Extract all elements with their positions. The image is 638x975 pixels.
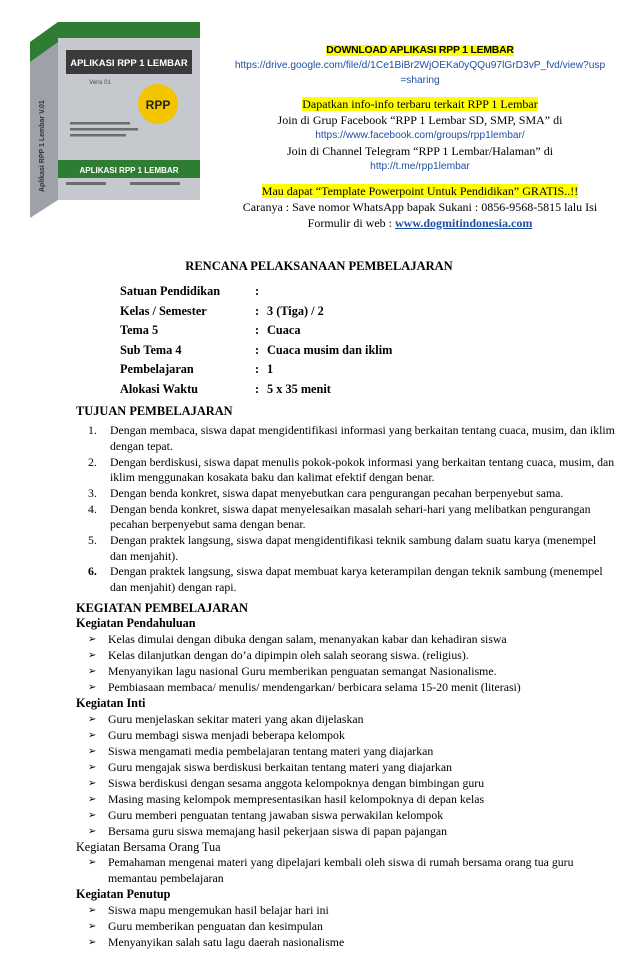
- tujuan-number: 4.: [88, 501, 97, 516]
- activity-text: Guru menjelaskan sekitar materi yang akan dijelaskan: [108, 711, 364, 726]
- tujuan-number: 6.: [88, 564, 97, 579]
- tujuan-text: Dengan praktek langsung, siswa dapat membuat karya keterampilan dengan teknik sambung (menempel dan menjahit) dengan rapi.: [110, 564, 603, 594]
- arrow-bullet-icon: ➢: [88, 745, 97, 757]
- identity-label: Pembelajaran: [120, 362, 194, 376]
- web-link[interactable]: www.dogmitindonesia.com: [394, 215, 533, 230]
- arrow-bullet-icon: ➢: [88, 681, 97, 693]
- info-line: Dapatkan info-info terbaru terkait RPP 1 Lembar: [302, 97, 538, 112]
- arrow-bullet-icon: ➢: [88, 825, 97, 837]
- activity-text: Siswa mapu mengemukan hasil belajar hari ini: [108, 902, 329, 917]
- identity-colon: :: [255, 303, 260, 318]
- activity-item: [88, 744, 616, 760]
- tujuan-item: [88, 564, 616, 595]
- pendahuluan-list: [88, 632, 616, 696]
- tujuan-item: [88, 533, 616, 564]
- tujuan-item: [88, 423, 616, 454]
- identity-label: Alokasi Waktu: [120, 381, 199, 396]
- activity-text: Guru mengajak siswa berdiskusi berkaitan tentang materi yang diajarkan: [108, 759, 452, 774]
- activity-item: [88, 792, 616, 808]
- bersama-title: Kegiatan Bersama Orang Tua: [76, 839, 221, 854]
- identity-label: Sub Tema 4: [120, 342, 182, 357]
- download-link[interactable]: https://drive.google.com/file/d/1Ce1BiBr2WjOEKa0yQQu97lGrD3vP_fvd/view?usp =sharing: [234, 59, 606, 86]
- identity-label: Tema 5: [120, 323, 159, 337]
- identity-value: Cuaca musim dan iklim: [267, 342, 393, 357]
- identity-value: Cuaca: [267, 323, 301, 337]
- tujuan-text: Dengan membaca, siswa dapat mengidentifikasi informasi yang berkaitan tentang cuaca, musim, dan iklim dengan tepat.: [110, 423, 615, 453]
- identity-value: 3 (Tiga) / 2: [267, 303, 324, 318]
- activity-item: [88, 632, 616, 648]
- activity-item: [88, 712, 616, 728]
- activity-item: [88, 776, 616, 792]
- tujuan-text: Dengan praktek langsung, siswa dapat mengidentifikasi teknik sambung dalam suatu karya (menempel dan menjahit).: [110, 532, 597, 563]
- tujuan-text: Dengan berdiskusi, siswa dapat menulis pokok-pokok informasi yang berkaitan tentang cuaca, musim, dan iklim menggunakan kosakata baku dan kalimat efektif dengan benar.: [110, 454, 615, 485]
- identity-row: [120, 382, 392, 402]
- activity-text: Guru membagi siswa menjadi beberapa kelompok: [108, 727, 345, 742]
- arrow-bullet-icon: ➢: [88, 761, 97, 773]
- penutup-title: Kegiatan Penutup: [76, 886, 171, 901]
- arrow-bullet-icon: ➢: [88, 649, 97, 661]
- activity-text: Kelas dimulai dengan dibuka dengan salam, menanyakan kabar dan kehadiran siswa: [108, 631, 507, 646]
- identity-label: Kelas / Semester: [120, 303, 207, 318]
- promo-block: [214, 44, 626, 231]
- tujuan-text: Dengan benda konkret, siswa dapat menyelesaikan masalah sehari-hari yang melibatkan pengurangan pecahan berpenyebut sama dengan benar.: [110, 501, 591, 532]
- box-front-version: Versi 01: [89, 80, 111, 86]
- tujuan-list: [88, 423, 616, 596]
- activity-text: Bersama guru siswa memajang hasil pekerjaan siswa di papan pajangan: [108, 823, 448, 838]
- rpp-content: [76, 403, 616, 951]
- identity-row: [120, 343, 392, 363]
- identity-colon: :: [255, 284, 260, 298]
- activity-text: Masing masing kelompok mempresentasikan hasil kelompoknya di depan kelas: [108, 791, 485, 806]
- activity-item: [88, 728, 616, 744]
- arrow-bullet-icon: ➢: [88, 857, 97, 869]
- activity-item: [88, 664, 616, 680]
- download-title: DOWNLOAD APLIKASI RPP 1 LEMBAR: [326, 45, 514, 56]
- inti-list: [88, 712, 616, 840]
- identity-row: [120, 304, 392, 324]
- arrow-bullet-icon: ➢: [88, 777, 97, 789]
- arrow-bullet-icon: ➢: [88, 713, 97, 725]
- arrow-bullet-icon: ➢: [88, 904, 97, 916]
- pendahuluan-title: Kegiatan Pendahuluan: [76, 615, 196, 630]
- activity-text: Menyanyikan salah satu lagu daerah nasionalisme: [108, 934, 345, 949]
- activity-item: [88, 648, 616, 664]
- activity-text: Pembiasaan membaca/ menulis/ mendengarkan/ berbicara selama 15-20 menit (literasi): [108, 679, 521, 694]
- kegiatan-title: KEGIATAN PEMBELAJARAN: [76, 600, 248, 615]
- identity-colon: :: [255, 362, 260, 376]
- identity-colon: :: [255, 342, 260, 357]
- telegram-line: Join di Channel Telegram “RPP 1 Lembar/Halaman” di: [286, 143, 554, 158]
- activity-item: [88, 680, 616, 696]
- tujuan-title: TUJUAN PEMBELAJARAN: [76, 404, 233, 418]
- caranya-line: Caranya : Save nomor WhatsApp bapak Sukani : 0856-9568-5815 lalu Isi: [242, 200, 598, 215]
- formulir-line: Formulir di web : www.dogmitindonesia.com: [307, 215, 533, 230]
- identity-colon: :: [255, 381, 260, 396]
- activity-text: Kelas dilanjutkan dengan do’a dipimpin oleh salah seorang siswa. (religius).: [108, 647, 469, 662]
- tujuan-item: [88, 486, 616, 502]
- identity-label: Satuan Pendidikan: [120, 284, 221, 298]
- box-spine-text: Aplikasi RPP 1 Lembar V.01: [39, 100, 46, 192]
- template-line: Mau dapat “Template Powerpoint Untuk Pendidikan” GRATIS..!!: [261, 184, 579, 199]
- tujuan-text: Dengan benda konkret, siswa dapat menyebutkan cara pengurangan pecahan berpenyebut sama.: [110, 485, 564, 500]
- box-badge: RPP: [145, 98, 171, 112]
- tujuan-number: 2.: [88, 454, 97, 469]
- identity-row: [120, 323, 392, 343]
- tujuan-number: 3.: [88, 485, 97, 500]
- activity-item: [88, 855, 616, 886]
- activity-text: Guru memberikan penguatan dan kesimpulan: [108, 918, 323, 933]
- tujuan-item: [88, 455, 616, 486]
- product-box-image: [30, 22, 200, 218]
- bersama-list: [88, 855, 616, 886]
- facebook-line: Join di Grup Facebook “RPP 1 Lembar SD, SMP, SMA” di: [277, 112, 563, 127]
- activity-text: Pemahaman mengenai materi yang dipelajari kembali oleh siswa di rumah bersama orang tua guru memantau pembelajaran: [108, 855, 574, 886]
- tujuan-item: [88, 502, 616, 533]
- arrow-bullet-icon: ➢: [88, 633, 97, 645]
- inti-title: Kegiatan Inti: [76, 695, 146, 710]
- identity-value: 5 x 35 menit: [267, 381, 331, 396]
- arrow-bullet-icon: ➢: [88, 809, 97, 821]
- penutup-list: [88, 903, 616, 951]
- activity-item: [88, 760, 616, 776]
- activity-item: [88, 935, 616, 951]
- activity-text: Menyanyikan lagu nasional Guru memberikan penguatan semangat Nasionalisme.: [108, 663, 497, 678]
- arrow-bullet-icon: ➢: [88, 665, 97, 677]
- identity-value: 1: [267, 362, 274, 376]
- activity-item: [88, 919, 616, 935]
- box-bottom-title: APLIKASI RPP 1 LEMBAR: [79, 166, 179, 175]
- tujuan-number: 1.: [88, 423, 97, 438]
- identity-row: [120, 362, 392, 382]
- tujuan-number: 5.: [88, 532, 97, 547]
- identity-table: [120, 284, 392, 401]
- header: [0, 0, 638, 230]
- arrow-bullet-icon: ➢: [88, 920, 97, 932]
- activity-item: [88, 824, 616, 840]
- arrow-bullet-icon: ➢: [88, 793, 97, 805]
- activity-text: Siswa berdiskusi dengan sesama anggota kelompoknya dengan bimbingan guru: [108, 775, 485, 790]
- rpp-title: RENCANA PELAKSANAAN PEMBELAJARAN: [185, 259, 453, 273]
- box-front-title: APLIKASI RPP 1 LEMBAR: [70, 58, 188, 69]
- facebook-link[interactable]: https://www.facebook.com/groups/rpp1lembar/: [315, 130, 525, 142]
- arrow-bullet-icon: ➢: [88, 936, 97, 948]
- activity-item: [88, 808, 616, 824]
- activity-text: Guru memberi penguatan tentang jawaban siswa perwakilan kelompok: [108, 807, 444, 822]
- identity-row: [120, 284, 392, 304]
- telegram-link[interactable]: http://t.me/rpp1lembar: [370, 161, 470, 173]
- activity-text: Siswa mengamati media pembelajaran tentang materi yang diajarkan: [108, 743, 434, 758]
- activity-item: [88, 903, 616, 919]
- identity-colon: :: [255, 323, 260, 337]
- arrow-bullet-icon: ➢: [88, 729, 97, 741]
